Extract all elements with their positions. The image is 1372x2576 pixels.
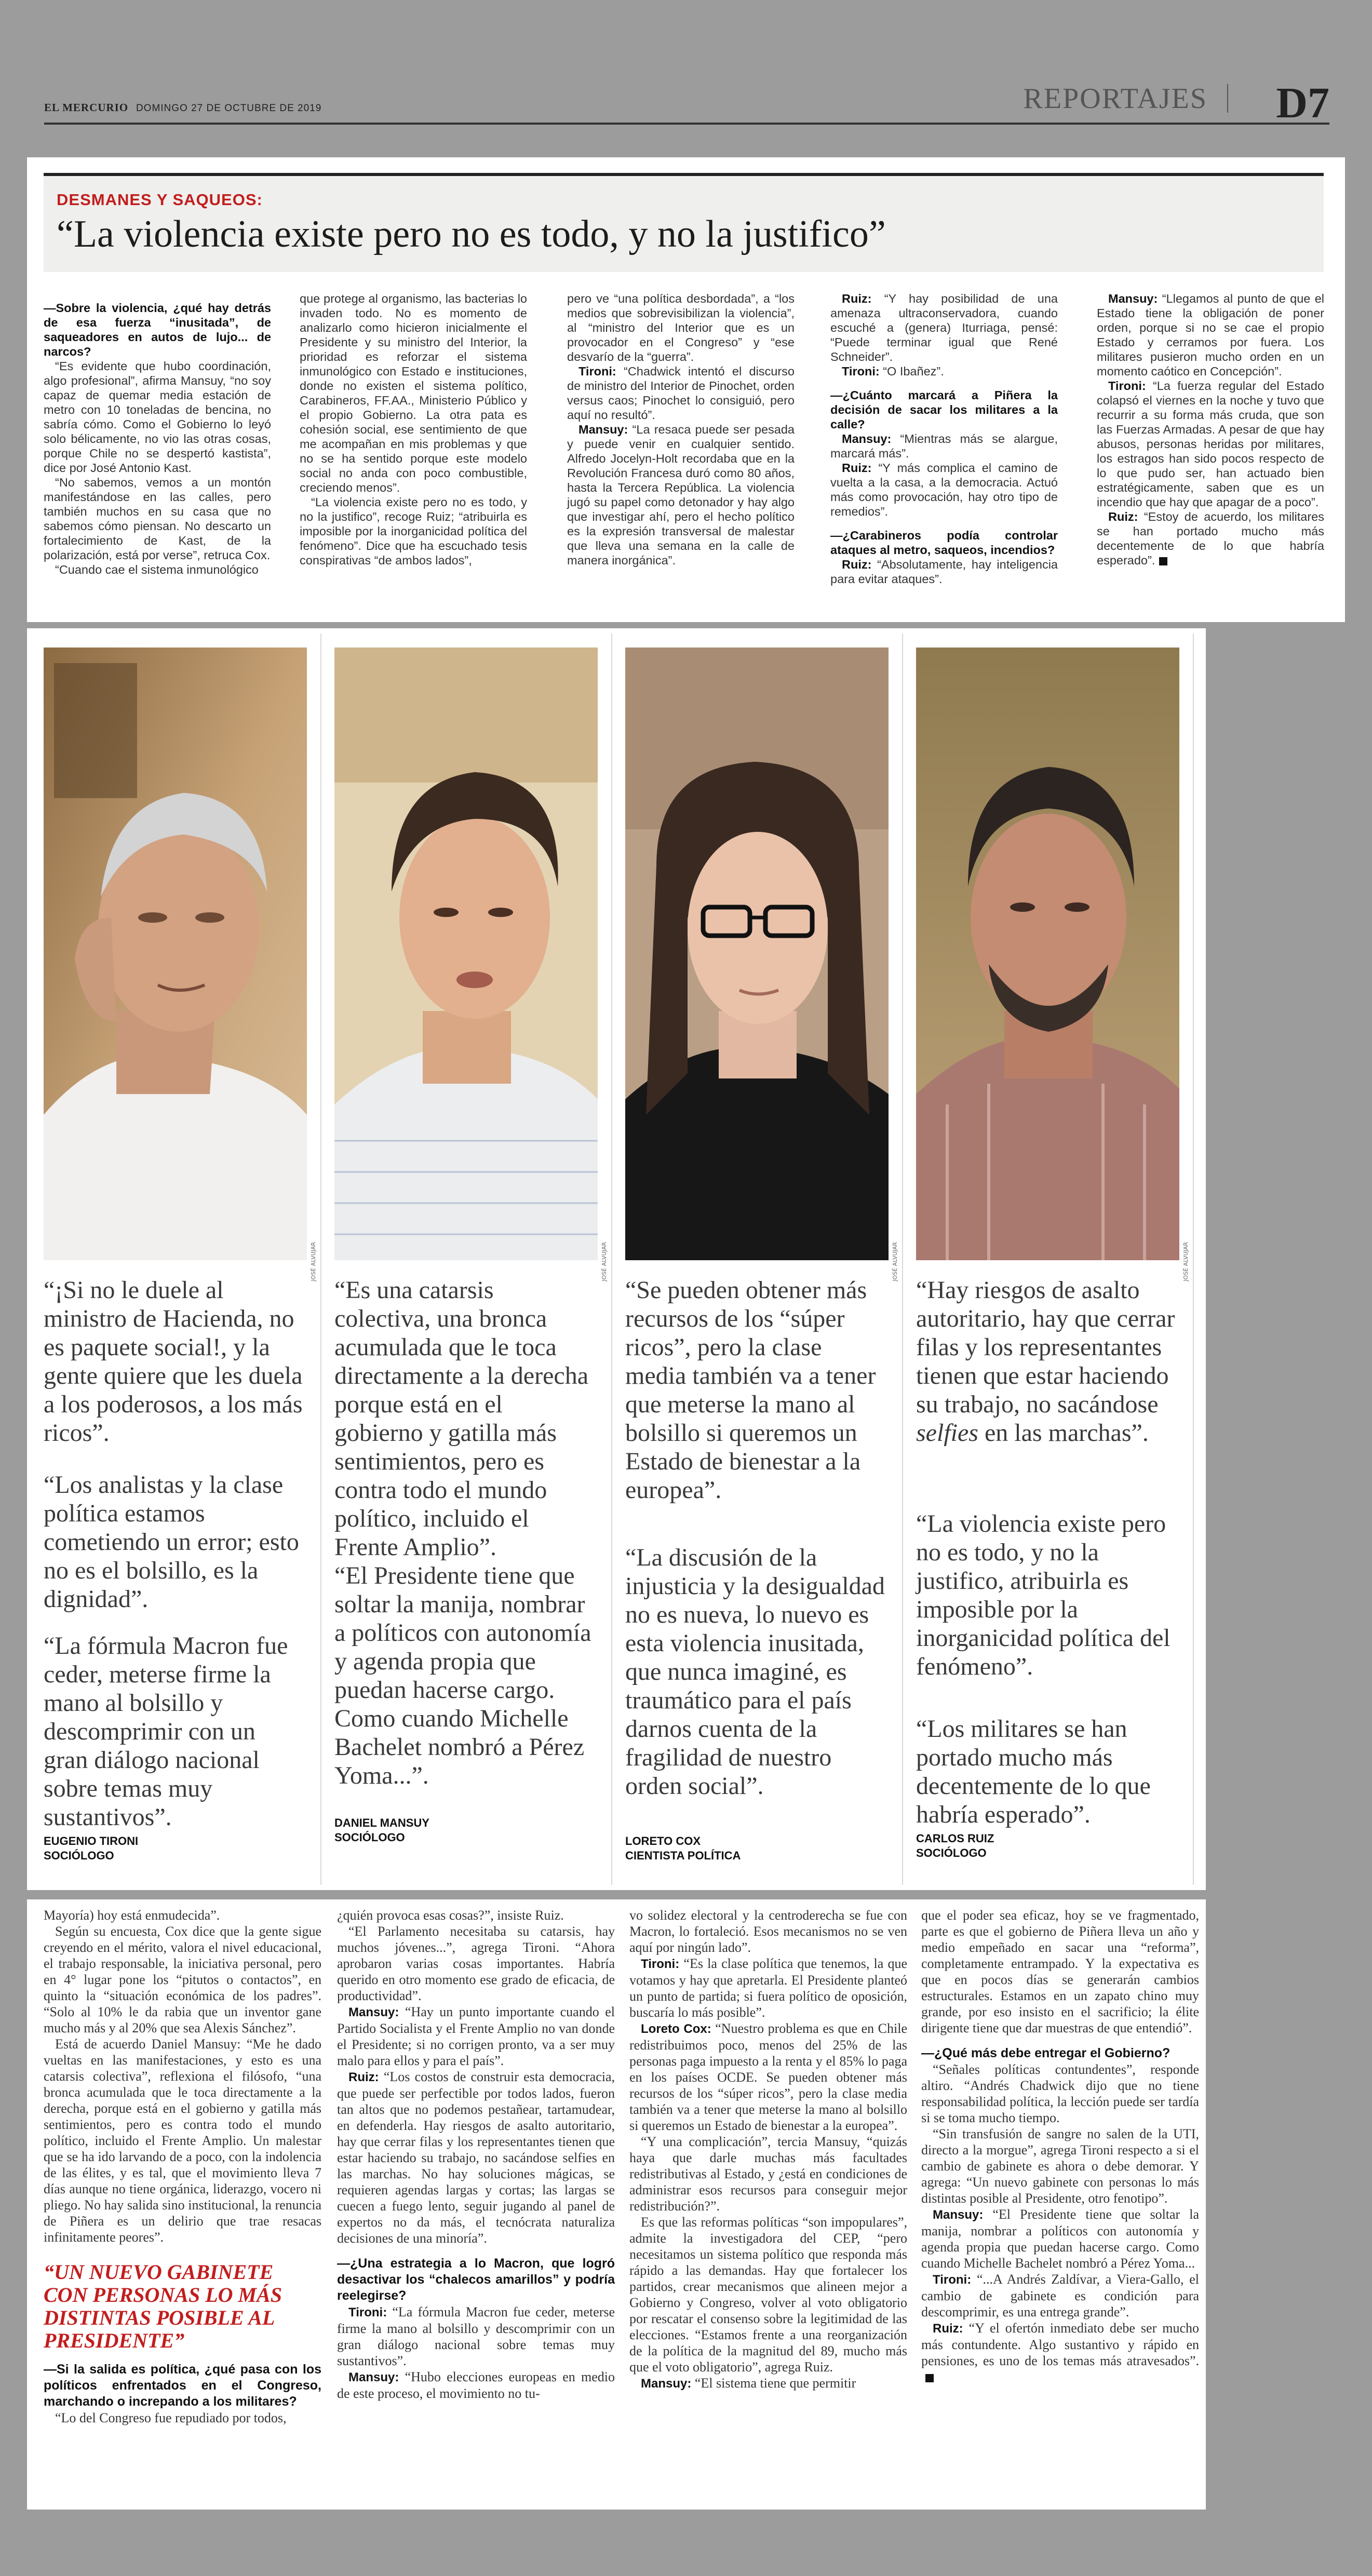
speaker-label: Mansuy: xyxy=(579,423,628,436)
photo-credit: JOSÉ ALVUJAR xyxy=(1182,1242,1189,1282)
pull-quote: “Los militares se han portado mucho más decentemente de lo que habría esperado”. xyxy=(916,1715,1151,1828)
header-rule xyxy=(44,123,1329,125)
text-column-8 xyxy=(629,1907,907,2392)
text-column-1 xyxy=(44,291,271,577)
text-column-5 xyxy=(1097,291,1324,568)
issue-date: DOMINGO 27 DE OCTUBRE DE 2019 xyxy=(136,103,322,114)
speaker-label: Tironi: xyxy=(933,2273,972,2287)
paragraph xyxy=(830,291,1058,364)
kicker: DESMANES Y SAQUEOS: xyxy=(57,191,263,209)
paragraph xyxy=(337,2004,615,2069)
text-column-3 xyxy=(567,291,795,568)
paragraph-text: “La resaca puede ser pesada y puede venir en cualquier sentido. Alfredo Jocelyn-Holt recordaba que en la Revolución Francesa duró como 80 años, hasta la Tercera República. La violencia jugó su papel como detonador y hay algo que investigar ahí, pero el hecho político es la expresión transversal de malestar que lleva una semana en la calle de manera inorgánica”. xyxy=(567,423,795,567)
paragraph-text: “El Parlamento necesitaba su catarsis, hay muchos jóvenes...”, agrega Tironi. “Ahora aprobaron varias cosas importantes. Habría querido en otro momento ese grado de eficacia, de productividad”. xyxy=(337,1924,615,2003)
paragraph-text: “Mientras más se alargue, marcará más”. xyxy=(830,432,1058,460)
paragraph xyxy=(567,291,795,364)
speaker-label: Mansuy: xyxy=(933,2208,984,2222)
portrait-photo-ruiz xyxy=(916,648,1179,1260)
pull-quote: “Hay riesgos de asalto autoritario, hay que cerrar filas y los representantes tienen que estar haciendo su trabajo, no sacándose selfies en las marchas”. xyxy=(916,1276,1175,1447)
paragraph xyxy=(629,1907,907,1955)
newspaper-name: EL MERCURIO xyxy=(44,101,129,114)
paragraph xyxy=(44,475,271,562)
photo-credit: JOSÉ ALVUJAR xyxy=(601,1242,608,1282)
person-name: LORETO COX xyxy=(625,1835,701,1847)
headline-box xyxy=(44,173,1324,272)
pull-quote: “El Presidente tiene que soltar la manija, nombrar a políticos con autonomía y agenda propia que puedan hacerse cargo. Como cuando Michelle Bachelet nombró a Pérez Yoma...”. xyxy=(334,1562,591,1789)
paragraph xyxy=(337,2369,615,2402)
paragraph-text: “Absolutamente, hay inteligencia para evitar ataques”. xyxy=(830,558,1058,586)
text-column-9 xyxy=(921,1907,1199,2385)
paragraph-text: “La fórmula Macron fue ceder, meterse firme la mano al bolsillo y descomprimir con un gran diálogo nacional sobre temas muy sustantivos”. xyxy=(337,2304,615,2368)
portrait-photo-mansuy xyxy=(334,648,598,1260)
person-card-tironi xyxy=(27,640,317,1886)
speaker-label: Mansuy: xyxy=(348,2370,399,2384)
paragraph-text: “Y hay posibilidad de una amenaza ultraconservadora, cuando escuché a (genera) Iturriaga, pensé: “Puede terminar igual que René Schneider”. xyxy=(830,292,1058,363)
speaker-label: Mansuy: xyxy=(641,2377,692,2391)
paragraph xyxy=(337,2304,615,2369)
speaker-label: Mansuy: xyxy=(348,2005,399,2019)
speaker-label: Ruiz: xyxy=(348,2070,379,2084)
paragraph xyxy=(830,431,1058,461)
paragraph-text: “Llegamos al punto de que el Estado tiene la obligación de poner orden, porque si no se cae el propio Estado y cerramos por fuera. Los militares pusieron mucho orden en un momento caótico en Concepción”. xyxy=(1097,292,1324,378)
paragraph-text: que protege al organismo, las bacterias lo invaden todo. No es momento de analizarlo como hicieron inicialmente el Presidente y su ministro del Interior, la prioridad es reforzar el sistema inmunológico con Estado e instituciones, donde no existen el sistema político, Carabineros, FF.AA., Ministerio Público y el propio Gobierno. La otra pata es cohesión social, ese sentimiento de que me acompañan en mis problemas y que no se ha sentido porque este modelo social no anda con poco combustible, creciendo menos”. xyxy=(300,292,527,494)
pull-quote: “Los analistas y la clase política estamos cometiendo un error; esto no es el bolsillo, es la dignidad”. xyxy=(44,1471,299,1613)
paragraph xyxy=(921,2126,1199,2206)
speaker-label: Tironi: xyxy=(579,365,616,378)
paragraph xyxy=(1097,291,1324,379)
paragraph xyxy=(921,2320,1199,2385)
person-card-cox xyxy=(609,640,898,1886)
paragraph xyxy=(44,1923,321,2036)
paragraph-text: “No sabemos, vemos a un montón manifestándose en las calles, pero también muchos en su casa que no sabemos cómo piensan. No descarto un fortalecimiento de Kast, de la polarización, está por verse”, retruca Cox. xyxy=(44,476,271,562)
person-name: EUGENIO TIRONI xyxy=(44,1835,139,1847)
paragraph xyxy=(830,461,1058,519)
speaker-label: Mansuy: xyxy=(1108,292,1158,305)
paragraph xyxy=(830,557,1058,586)
person-card-ruiz xyxy=(899,640,1189,1886)
paragraph xyxy=(629,2214,907,2375)
person-name: DANIEL MANSUY xyxy=(334,1816,429,1829)
paragraph-text: Mayoría) hoy está enmudecida”. xyxy=(44,1908,220,1923)
pull-quote: “La discusión de la injusticia y la desigualdad no es nueva, lo nuevo es esta violencia inusitada, que nunca imaginé, es traumático para el país darnos cuenta de la fragilidad de nuestro orden social”. xyxy=(625,1544,885,1800)
speaker-label: Ruiz: xyxy=(933,2322,963,2336)
text-column-2 xyxy=(300,291,527,568)
byline xyxy=(44,1834,138,1863)
person-role: SOCIÓLOGO xyxy=(916,1846,987,1859)
paragraph xyxy=(567,364,795,422)
person-role: CIENTISTA POLÍTICA xyxy=(625,1849,741,1862)
paragraph xyxy=(44,2410,321,2426)
speaker-label: Loreto Cox: xyxy=(641,2022,711,2036)
paragraph-text: “La fuerza regular del Estado colapsó el viernes en la noche y tuvo que recurrir a su forma más cruda, que son las Fuerzas Armadas. A pesar de que hay abusos, personas heridas por militares, los estragos han sido pocos respecto de lo que pudo ser, han actuado bien estratégicamente, saben que es un incendio que hay que apagar de a poco”. xyxy=(1097,379,1324,509)
masthead-line xyxy=(44,101,321,114)
paragraph-text: “Y el ofertón inmediato debe ser mucho más contundente. Algo sustantivo y rápido en pensiones, es uno de los temas más atravesados”. xyxy=(921,2321,1199,2368)
paragraph-text: “Nuestro problema es que en Chile redistribuimos poco, menos del 25% de las personas paga impuesto a la renta y el 85% lo paga en los países OCDE. Se pueden obtener más recursos de los “súper ricos”, pero la clase media también va a tener que meterse la mano al bolsillo si queremos un Estado de bienestar a la europea”. xyxy=(629,2021,907,2133)
paragraph xyxy=(830,364,1058,379)
byline xyxy=(625,1834,741,1863)
interviewees-panel xyxy=(27,628,1206,1890)
person-card-mansuy xyxy=(318,640,608,1886)
speaker-label: Ruiz: xyxy=(842,461,872,475)
pull-quote: “Es una catarsis colectiva, una bronca acumulada que le toca directamente a la derecha porque está en el gobierno y gatilla más sentimientos, pero es contra todo el mundo político, incluido el Frente Amplio”. xyxy=(334,1276,588,1561)
interview-question: —¿Qué más debe entregar el Gobierno? xyxy=(921,2046,1171,2060)
speaker-label: Tironi: xyxy=(1108,379,1146,393)
paragraph xyxy=(921,2206,1199,2271)
interview-question: —Si la salida es política, ¿qué pasa con los políticos enfrentados en el Congreso, marchando o increpando a los militares? xyxy=(44,2362,321,2409)
section-name: REPORTAJES xyxy=(1023,83,1207,115)
photo-credit: JOSÉ ALVUJAR xyxy=(310,1242,317,1282)
paragraph-text: “El sistema tiene que permitir xyxy=(694,2376,856,2391)
interview-question: —¿Carabineros podía controlar ataques al metro, saqueos, incendios? xyxy=(830,529,1058,557)
text-column-4 xyxy=(830,291,1058,586)
paragraph-text: “Sin transfusión de sangre no salen de la UTI, directo a la morgue”, agrega Tironi respecto a si el cambio de gabinete es ahora o debe demorar. Y agrega: “Un nuevo gabinete con personas lo más distintas posible al Presidente, otro fenotipo”. xyxy=(921,2126,1199,2206)
pull-quote: “¡Si no le duele al ministro de Hacienda, no es paquete social!, y la gente quiere que les duela a los poderosos, a los más ricos”. xyxy=(44,1276,303,1447)
paragraph-text: Está de acuerdo Daniel Mansuy: “Me he dado vueltas en las manifestaciones, y esto es una catarsis colectiva”, reflexiona el filósofo, “una bronca acumulada que le toca directamente a la derecha, porque está en el gobierno y gatilla más sentimientos, pero es contra todo el mundo político, incluido el Frente Amplio. Un malestar que se ha ido larvando de a poco, con la indolencia de las élites, y es tal, que el movimiento lleva 7 días aunque no tiene orgánica, liderazgo, vocero ni pliego. No hay salida sino institucional, la renuncia de Piñera es un delirio que trae resacas infinitamente peores”. xyxy=(44,2036,321,2245)
article-bottom-panel xyxy=(27,1899,1206,2510)
interview-question: —¿Cuánto marcará a Piñera la decisión de sacar los militares a la calle? xyxy=(830,388,1058,431)
paragraph-text: “Es evidente que hubo coordinación, algo profesional”, afirma Mansuy, “no soy capaz de quemar media estación de metro con 10 toneladas de bencina, no sabría cómo. Como el Gobierno lo leyó solo bélicamente, no vio las otras cosas, porque Chile no se despertó kastista”, dice por José Antonio Kast. xyxy=(44,359,271,475)
interview-question: —Sobre la violencia, ¿qué hay detrás de esa fuerza “inusitada”, de saqueadores en autos de lujo... de narcos? xyxy=(44,301,271,358)
end-mark xyxy=(925,2374,934,2382)
person-role: SOCIÓLOGO xyxy=(44,1849,114,1862)
end-mark xyxy=(1159,557,1167,565)
paragraph-text: ¿quién provoca esas cosas?”, insiste Ruiz. xyxy=(337,1908,564,1923)
pull-quote: “Se pueden obtener más recursos de los “súper ricos”, pero la clase media también va a tener que meterse la mano al bolsillo si queremos un Estado de bienestar a la europea”. xyxy=(625,1276,876,1504)
paragraph-text: “Lo del Congreso fue repudiado por todos, xyxy=(55,2410,287,2425)
person-role: SOCIÓLOGO xyxy=(334,1831,405,1844)
headline: “La violencia existe pero no es todo, y no la justifico” xyxy=(57,213,886,255)
paragraph-text: “Y una complicación”, tercia Mansuy, “quizás haya que darle muchas más facultades redistributivas al Estado, y ¿está en condiciones de administrar esos recursos para conseguir mejor redistribución?”. xyxy=(629,2134,907,2214)
speaker-label: Mansuy: xyxy=(842,432,892,446)
paragraph xyxy=(44,2036,321,2245)
page-number: D7 xyxy=(1276,79,1329,127)
speaker-label: Tironi: xyxy=(641,1957,680,1971)
text-column-6 xyxy=(44,1907,321,2426)
paragraph xyxy=(1097,379,1324,509)
speaker-label: Tironi: xyxy=(842,365,880,378)
paragraph-text: “Hubo elecciones europeas en medio de este proceso, el movimiento no tu- xyxy=(337,2369,615,2401)
byline xyxy=(916,1831,994,1860)
speaker-label: Ruiz: xyxy=(1108,510,1138,523)
paragraph-text: Según su encuesta, Cox dice que la gente sigue creyendo en el mérito, valora el nivel educacional, el trabajo responsable, la iniciativa personal, pero en 4° lugar pone los “pitutos o contactos”, en quinto la “situación económica de los padres”. “Solo al 10% le da rabia que un inventor gane mucho más y al 20% que sea Alexis Sánchez”. xyxy=(44,1924,321,2035)
paragraph xyxy=(921,2271,1199,2320)
speaker-label: Ruiz: xyxy=(842,558,872,571)
paragraph-text: “Hay un punto importante cuando el Partido Socialista y el Frente Amplio no van donde el Presidente; si no corrigen pronto, va a ser muy malo para ellos y para el país”. xyxy=(337,2004,615,2068)
portrait-photo-tironi xyxy=(44,648,307,1260)
paragraph xyxy=(629,2020,907,2134)
paragraph-text: “Y más complica el camino de vuelta a la casa, a la democracia. Actuó más como provocación, hay otro tipo de remedios”. xyxy=(830,461,1058,518)
speaker-label: Ruiz: xyxy=(842,292,872,305)
subheading: “UN NUEVO GABINETE CON PERSONAS LO MÁS DISTINTAS POSIBLE AL PRESIDENTE” xyxy=(44,2260,283,2352)
pull-quote: “La fórmula Macron fue ceder, meterse firme la mano al bolsillo y descomprimir con un gran diálogo nacional sobre temas muy sustantivos”. xyxy=(44,1632,288,1831)
article-top-panel xyxy=(27,157,1345,622)
text-column-7 xyxy=(337,1907,615,2402)
pull-quote: “La violencia existe pero no es todo, y no la justifico, atribuirla es imposible por la inorganicidad política del fenómeno”. xyxy=(916,1510,1171,1680)
header-divider xyxy=(1227,84,1228,113)
paragraph-text: “Cuando cae el sistema inmunológico xyxy=(55,563,259,576)
paragraph-text: “Los costos de construir esta democracia, que puede ser perfectible por todos lados, fueron tan altos que no podemos pestañear, tartamudear, en defenderla. Hay riesgos de asalto autoritario, hay que cerrar filas y los representantes tienen que estar haciendo su trabajo, no sacándose selfies en las marchas. No hay soluciones mágicas, se requieren agendas largas y cortas; las largas se cuecen a fuego lento, seguir jugando al panel de expertos no da más, el tecnócrata naturaliza decisiones de una minoría”. xyxy=(337,2069,615,2246)
interview-question: —¿Una estrategia a lo Macron, que logró desactivar los “chalecos amarillos” y podría reelegirse? xyxy=(337,2256,615,2303)
person-name: CARLOS RUIZ xyxy=(916,1832,994,1845)
paragraph xyxy=(567,422,795,568)
byline xyxy=(334,1816,429,1845)
paragraph xyxy=(300,291,527,495)
paragraph-text: “O Ibañez”. xyxy=(883,365,944,378)
paragraph xyxy=(921,2061,1199,2126)
paragraph-text: vo solidez electoral y la centroderecha se fue con Macron, lo fortaleció. Esos mecanismos no se ven aquí por ningún lado”. xyxy=(629,1908,907,1955)
paragraph xyxy=(921,1907,1199,2036)
column-divider xyxy=(1193,633,1194,1885)
paragraph xyxy=(629,2134,907,2214)
paragraph-text: “La violencia existe pero no es todo, y no la justifico”, recoge Ruiz; “atribuirla es imposible por la inorganicidad política del fenómeno”. Dice que ha escuchado tesis conspirativas “de ambos lados”, xyxy=(300,495,527,567)
paragraph-text: Es que las reformas políticas “son impopulares”, admite la investigadora del CEP, “pero necesitamos un sistema político que responda más rápido a las demandas. Hay que fortalecer los partidos, crear mecanismos que alineen mejor a Gobierno y Congreso, volver al voto obligatorio por rescatar el consenso sobre la legitimidad de las elecciones. “Estamos frente a una reorganización de la política de la magnitud del 89, mucho más que el voto obligatorio”, agrega Ruiz. xyxy=(629,2215,907,2375)
portrait-photo-cox xyxy=(625,648,889,1260)
paragraph-text: “El Presidente tiene que soltar la manija, nombrar a políticos con autonomía y agenda propia que puedan hacerse cargo. Como cuando Michelle Bachelet nombró a Pérez Yoma... xyxy=(921,2207,1199,2271)
paragraph xyxy=(44,562,271,577)
paragraph xyxy=(629,1955,907,2020)
paragraph xyxy=(629,2375,907,2392)
paragraph-text: “Estoy de acuerdo, los militares se han portado mucho más decentemente de lo que habría esperado”. xyxy=(1097,510,1324,567)
paragraph-text: que el poder sea eficaz, hoy se ve fragmentado, parte es que el gobierno de Piñera lleva un año y medio empeñado en sacar una “reforma”, completamente entrampado. Y la expectativa es que en pocos días se generarán cambios estructurales. Estamos en un zapato chino muy grande, por eso insisto en el sacrificio; la élite dirigente tiene que dar muestras de que entendió”. xyxy=(921,1908,1199,2035)
paragraph xyxy=(44,359,271,475)
paragraph xyxy=(300,495,527,568)
photo-credit: JOSÉ ALVUJAR xyxy=(892,1242,898,1282)
paragraph-text: pero ve “una política desbordada”, a “los medios que sobrevisibilizan la violencia”, al “ministro del Interior que es un provocador en el Congreso” y “ese desvarío de la “guerra”. xyxy=(567,292,795,363)
paragraph xyxy=(337,1923,615,2004)
paragraph-text: “Es la clase política que tenemos, la que votamos y hay que apretarla. El Presidente planteó un punto de partida; si fuera político de oposición, buscaría lo más posible”. xyxy=(629,1956,908,2020)
paragraph xyxy=(337,1907,615,1923)
paragraph-text: “Señales políticas contundentes”, responde altiro. “Andrés Chadwick dijo que no tiene responsabilidad política, la lección puede ser tardía si se toma mucho tiempo. xyxy=(921,2062,1199,2125)
paragraph xyxy=(1097,509,1324,568)
paragraph-text: “Chadwick intentó el discurso de ministro del Interior de Pinochet, orden versus caos; Pinochet lo consiguió, pero aquí no resultó”. xyxy=(567,365,795,422)
speaker-label: Tironi: xyxy=(348,2305,387,2319)
paragraph xyxy=(44,1907,321,1923)
paragraph-text: “...A Andrés Zaldívar, a Viera-Gallo, el cambio de gabinete es condición para descomprimir, es una entrega grande”. xyxy=(921,2272,1200,2319)
paragraph xyxy=(337,2069,615,2246)
page-header xyxy=(44,78,1329,125)
